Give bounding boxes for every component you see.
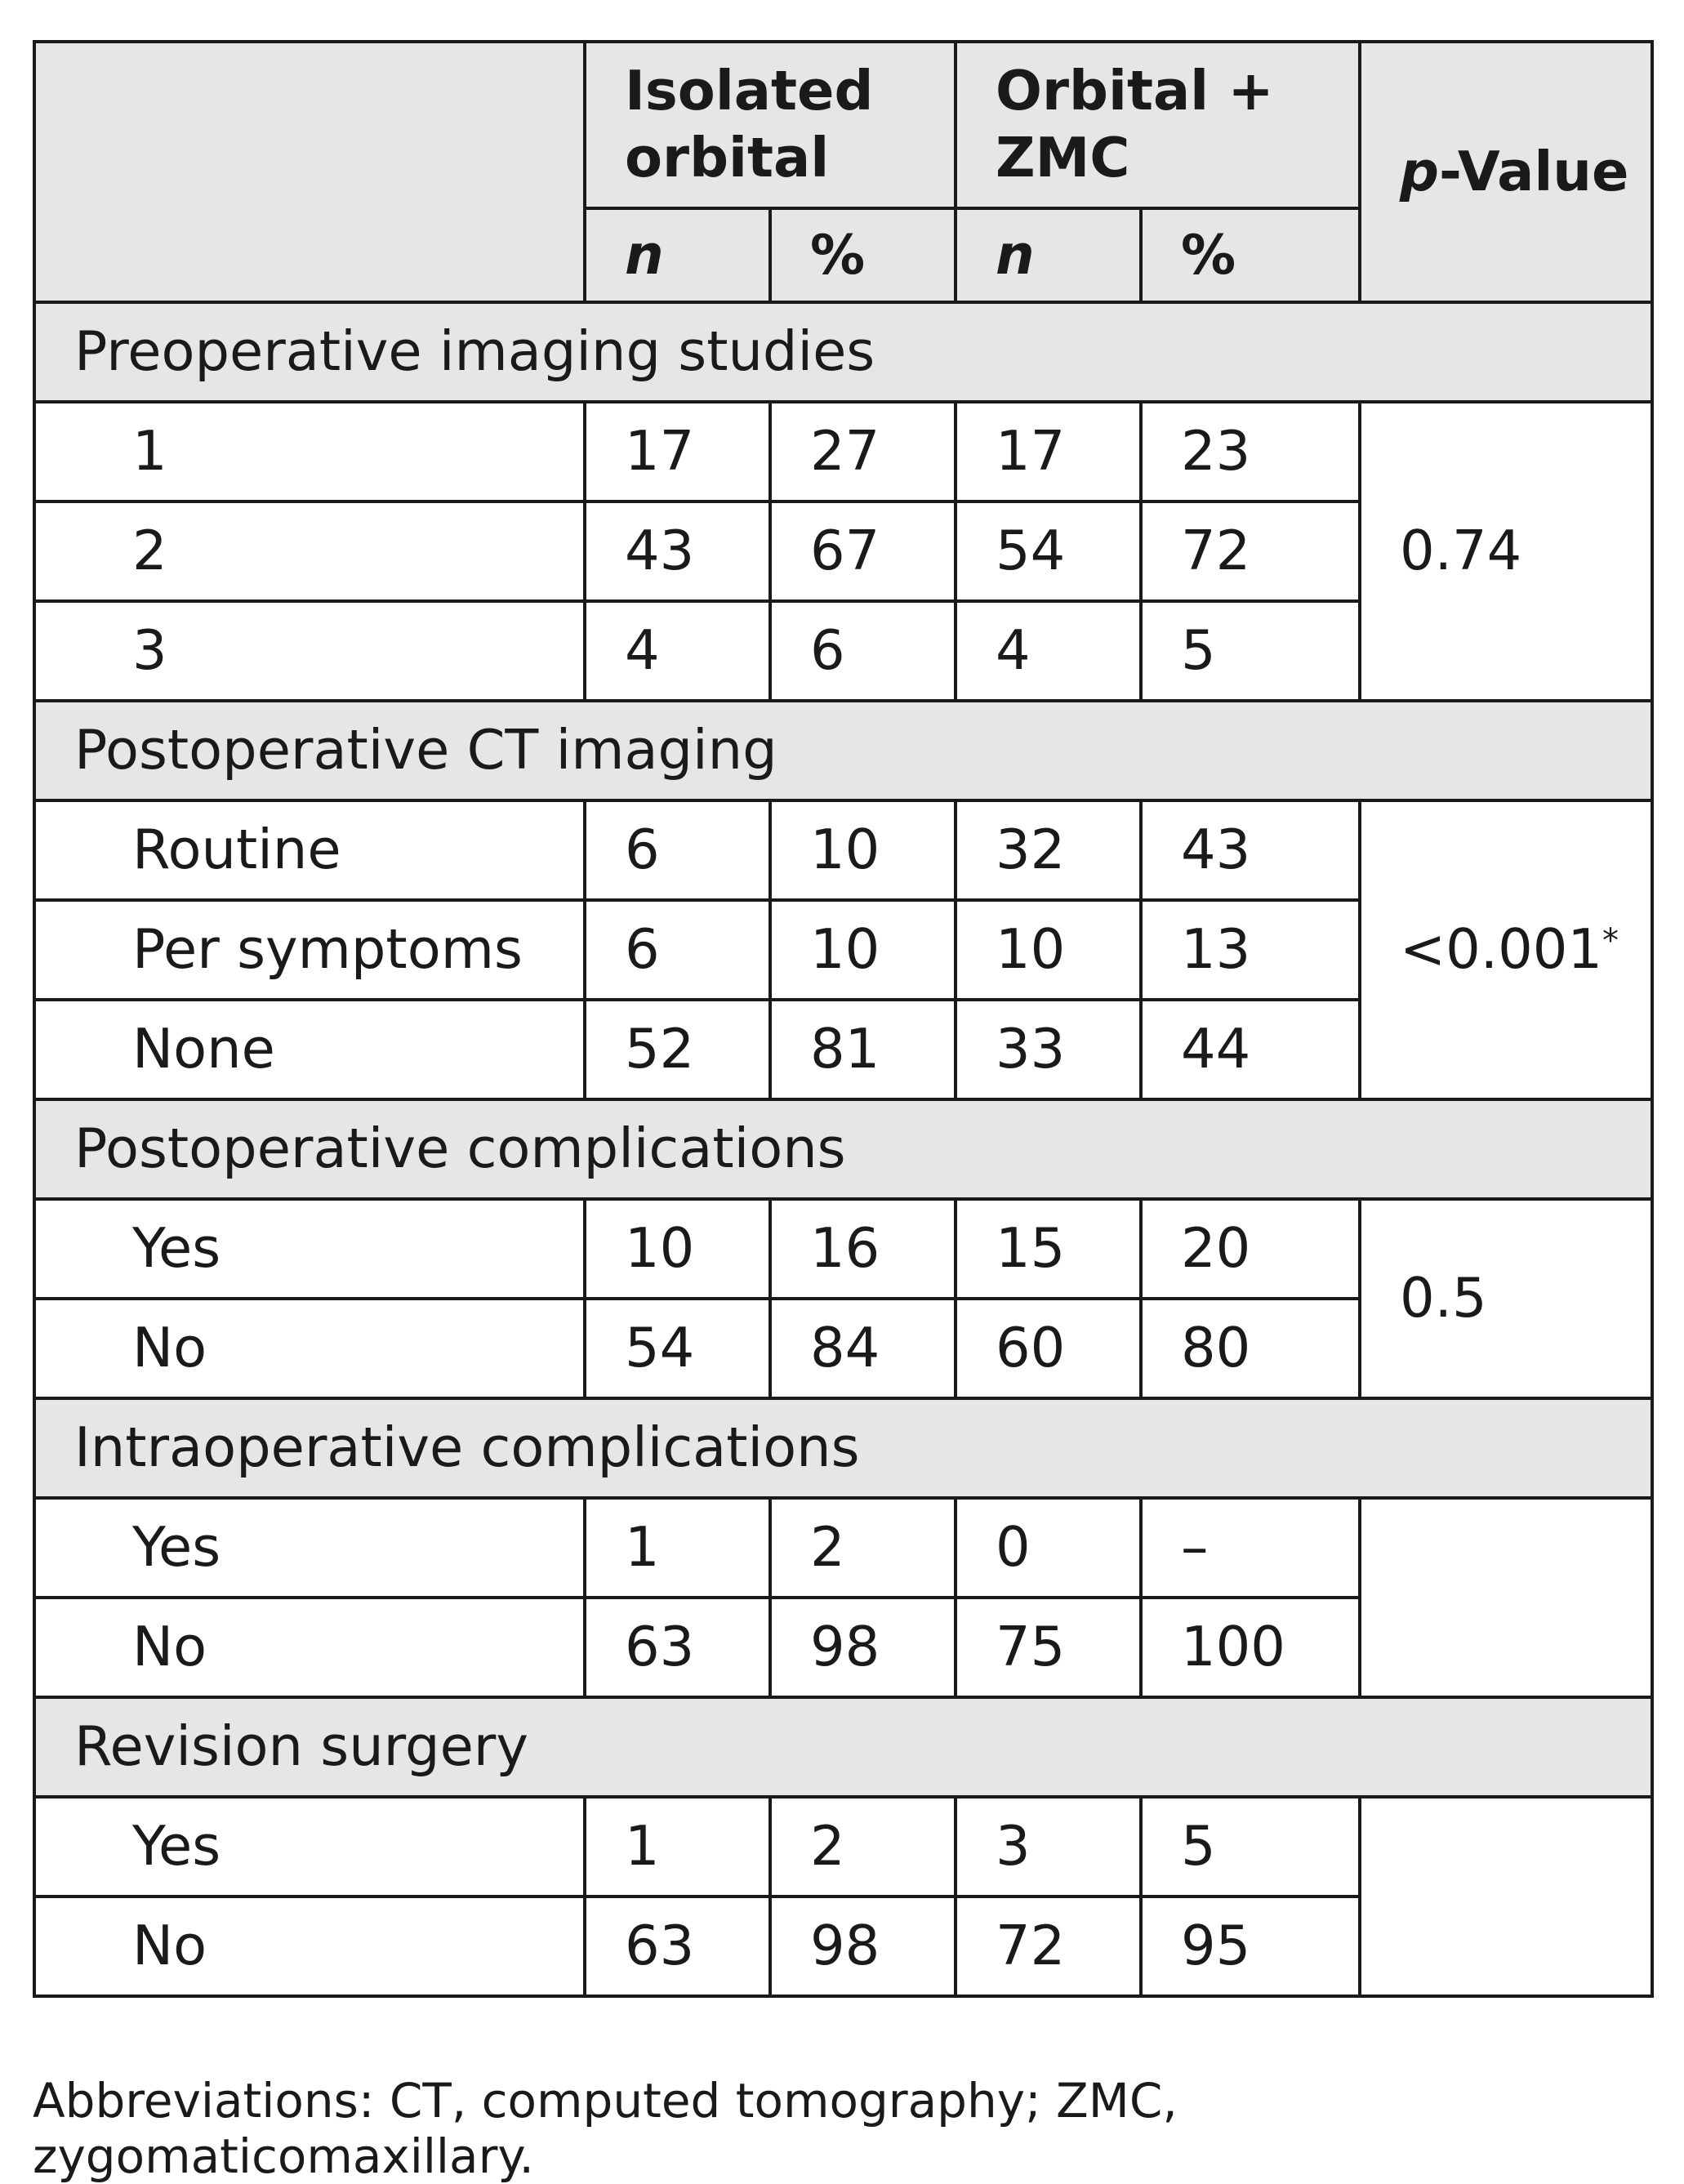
cell-n-zmc: 17	[956, 402, 1141, 501]
cell-pct-isolated: 16	[770, 1199, 956, 1299]
table-row	[34, 1498, 1652, 1598]
header-pct-isolated: %	[770, 208, 956, 302]
row-label: Routine	[34, 800, 585, 900]
cell-pct-isolated: 10	[770, 800, 956, 900]
cell-pct-zmc: –	[1141, 1498, 1360, 1598]
cell-pct-isolated: 98	[770, 1897, 956, 1996]
cell-pct-isolated: 81	[770, 1000, 956, 1099]
cell-n-zmc: 60	[956, 1299, 1141, 1398]
cell-pct-zmc: 100	[1141, 1598, 1360, 1697]
cell-n-isolated: 43	[585, 501, 770, 601]
cell-n-isolated: 1	[585, 1498, 770, 1598]
row-label: 3	[34, 601, 585, 701]
section-title: Postoperative CT imaging	[34, 701, 1652, 800]
pvalue-text: <0.001	[1400, 917, 1602, 982]
cell-n-zmc: 54	[956, 501, 1141, 601]
row-label: Yes	[34, 1498, 585, 1598]
cell-pvalue	[1360, 1797, 1652, 1996]
header-blank-cell	[34, 42, 585, 302]
results-table	[33, 40, 1654, 1998]
cell-pct-zmc: 80	[1141, 1299, 1360, 1398]
cell-n-isolated: 6	[585, 900, 770, 1000]
cell-pct-isolated: 6	[770, 601, 956, 701]
section-header-row	[34, 701, 1652, 800]
row-label: No	[34, 1299, 585, 1398]
cell-pct-zmc: 23	[1141, 402, 1360, 501]
section-header-row	[34, 1099, 1652, 1199]
cell-pct-isolated: 27	[770, 402, 956, 501]
cell-n-isolated: 17	[585, 402, 770, 501]
cell-pct-zmc: 13	[1141, 900, 1360, 1000]
cell-pct-zmc: 5	[1141, 601, 1360, 701]
header-n-isolated: n	[585, 208, 770, 302]
cell-pct-zmc: 43	[1141, 800, 1360, 900]
cell-pct-zmc: 20	[1141, 1199, 1360, 1299]
cell-pct-isolated: 2	[770, 1498, 956, 1598]
cell-n-zmc: 10	[956, 900, 1141, 1000]
row-label: No	[34, 1897, 585, 1996]
row-label: 2	[34, 501, 585, 601]
table-row	[34, 1199, 1652, 1299]
cell-n-isolated: 54	[585, 1299, 770, 1398]
cell-n-zmc: 72	[956, 1897, 1141, 1996]
cell-n-isolated: 6	[585, 800, 770, 900]
row-label: Yes	[34, 1797, 585, 1897]
section-header-row	[34, 302, 1652, 402]
cell-n-zmc: 4	[956, 601, 1141, 701]
pvalue-label-rest: -Value	[1439, 139, 1629, 203]
row-label: Yes	[34, 1199, 585, 1299]
header-isolated-orbital: Isolated orbital	[585, 42, 956, 208]
cell-n-isolated: 10	[585, 1199, 770, 1299]
cell-pct-isolated: 98	[770, 1598, 956, 1697]
cell-pvalue	[1360, 800, 1652, 1099]
pvalue-italic-p: p	[1400, 139, 1439, 203]
cell-pvalue	[1360, 1498, 1652, 1697]
cell-pct-zmc: 95	[1141, 1897, 1360, 1996]
header-row-groups	[34, 42, 1652, 208]
header-orbital-zmc: Orbital + ZMC	[956, 42, 1360, 208]
section-title: Revision surgery	[34, 1697, 1652, 1797]
table-row	[34, 1797, 1652, 1897]
row-label: 1	[34, 402, 585, 501]
table-body	[34, 302, 1652, 1996]
cell-n-zmc: 15	[956, 1199, 1141, 1299]
section-title: Postoperative complications	[34, 1099, 1652, 1199]
header-pvalue	[1360, 42, 1652, 302]
cell-pvalue	[1360, 402, 1652, 701]
cell-n-zmc: 32	[956, 800, 1141, 900]
section-header-row	[34, 1697, 1652, 1797]
row-label: None	[34, 1000, 585, 1099]
cell-n-zmc: 33	[956, 1000, 1141, 1099]
table-row	[34, 800, 1652, 900]
table-footnote: Abbreviations: CT, computed tomography; ZMC, zygomaticomaxillary.	[33, 2073, 1178, 2184]
table-row	[34, 402, 1652, 501]
row-label: No	[34, 1598, 585, 1697]
cell-n-zmc: 0	[956, 1498, 1141, 1598]
cell-n-isolated: 63	[585, 1897, 770, 1996]
cell-pct-isolated: 67	[770, 501, 956, 601]
significance-mark: *	[1602, 922, 1619, 961]
cell-pct-isolated: 2	[770, 1797, 956, 1897]
cell-pct-zmc: 5	[1141, 1797, 1360, 1897]
section-title: Preoperative imaging studies	[34, 302, 1652, 402]
cell-pct-isolated: 84	[770, 1299, 956, 1398]
cell-n-zmc: 3	[956, 1797, 1141, 1897]
section-header-row	[34, 1398, 1652, 1498]
cell-n-isolated: 1	[585, 1797, 770, 1897]
cell-n-isolated: 63	[585, 1598, 770, 1697]
cell-pct-isolated: 10	[770, 900, 956, 1000]
cell-pvalue	[1360, 1199, 1652, 1398]
cell-pct-zmc: 44	[1141, 1000, 1360, 1099]
cell-n-zmc: 75	[956, 1598, 1141, 1697]
header-pct-zmc: %	[1141, 208, 1360, 302]
header-n-zmc: n	[956, 208, 1141, 302]
section-title: Intraoperative complications	[34, 1398, 1652, 1498]
cell-n-isolated: 52	[585, 1000, 770, 1099]
pvalue-text: 0.74	[1400, 519, 1522, 583]
pvalue-text: 0.5	[1400, 1266, 1487, 1330]
row-label: Per symptoms	[34, 900, 585, 1000]
cell-pct-zmc: 72	[1141, 501, 1360, 601]
cell-n-isolated: 4	[585, 601, 770, 701]
